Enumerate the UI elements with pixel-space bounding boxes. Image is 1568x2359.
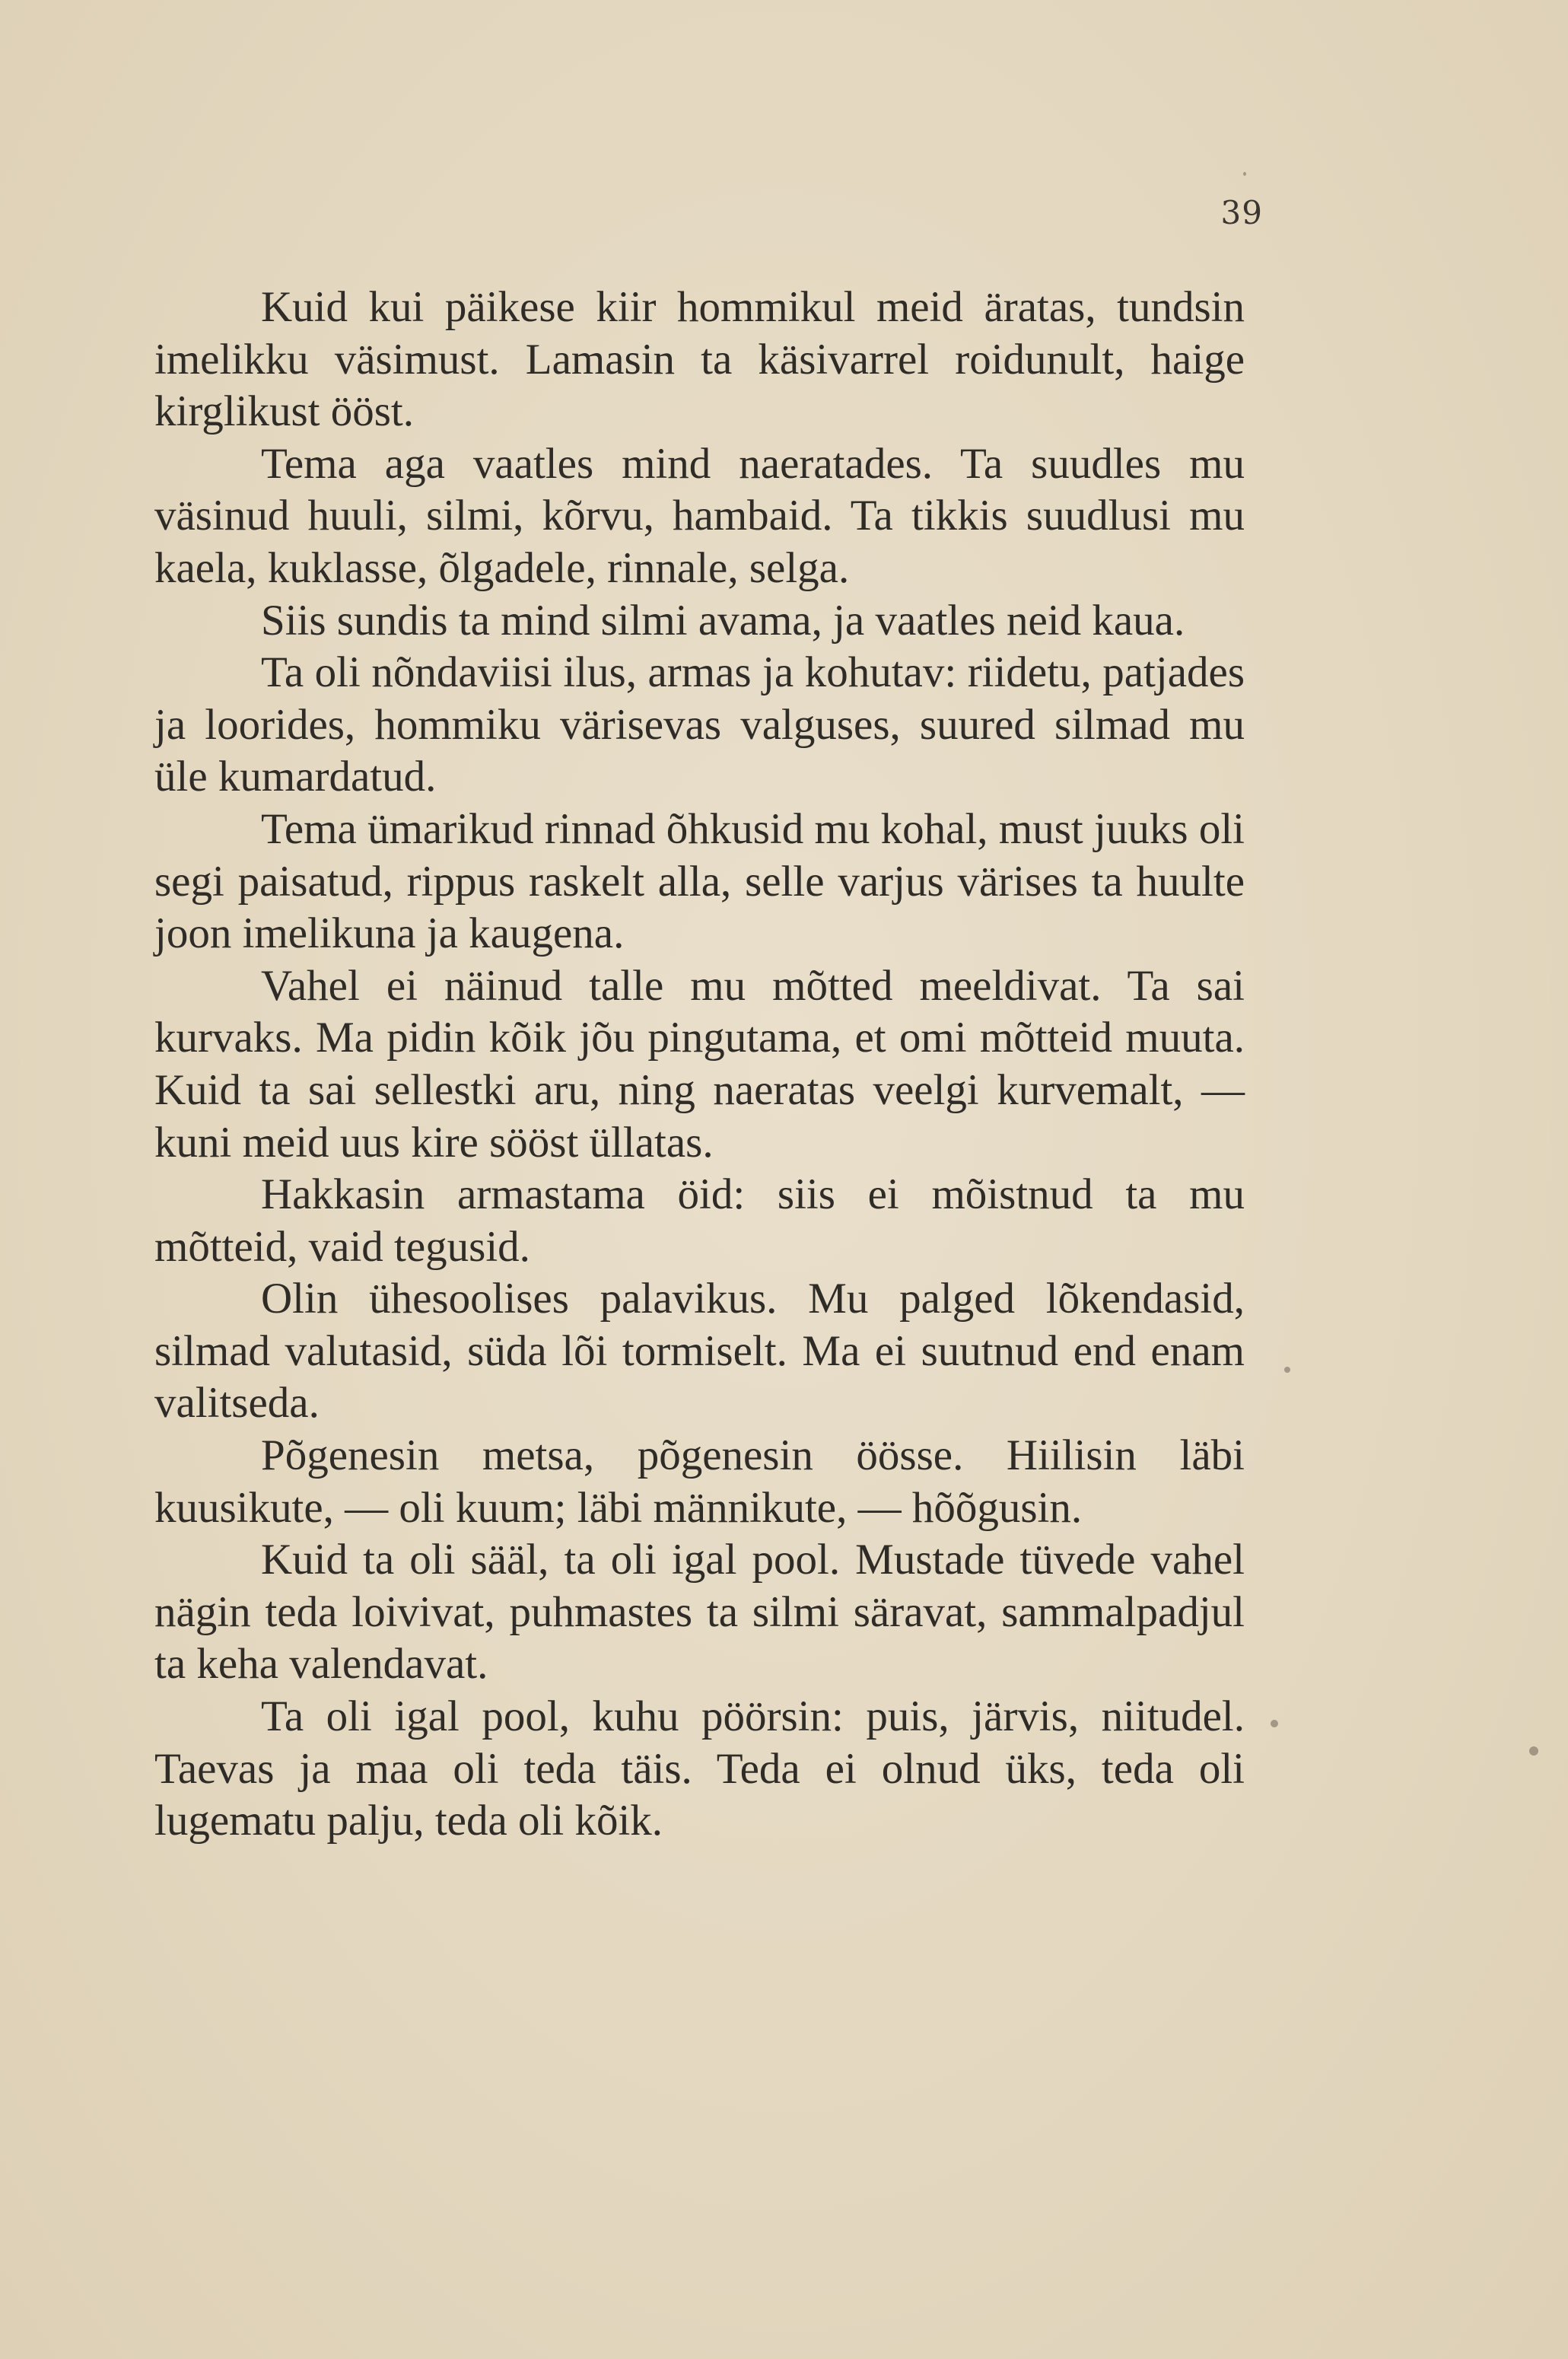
- paper-speck: [1243, 172, 1246, 176]
- paragraph: Siis sundis ta mind silmi avama, ja vaatles neid kaua.: [261, 596, 1185, 645]
- paragraph: Ta oli igal pool, kuhu pöörsin: puis, järvis, niitudel. Taevas ja maa oli teda täis. Teda ei olnud üks, teda oli lugematu palju, teda oli kõik.: [154, 1692, 1245, 1845]
- paragraph: Hakkasin armastama öid: siis ei mõistnud ta mu mõtteid, vaid tegusid.: [154, 1170, 1245, 1271]
- paragraph: Tema ümarikud rinnad õhkusid mu kohal, must juuks oli segi paisatud, rippus raskelt alla, selle varjus värises ta huulte joon imelikuna ja kaugena.: [154, 804, 1245, 958]
- paragraph: Tema aga vaatles mind naeratades. Ta suudles mu väsinud huuli, silmi, kõrvu, hambaid. Ta tikkis suudlusi mu kaela, kuklasse, õlgadele, rinnale, selga.: [154, 439, 1245, 592]
- paragraph: Vahel ei näinud talle mu mõtted meeldivat. Ta sai kurvaks. Ma pidin kõik jõu pingutama, et omi mõtteid muuta. Kuid ta sai sellestki aru, ning naeratas veelgi kurvemalt, — kuni meid uus kire sööst üllatas.: [154, 961, 1245, 1167]
- paper-speck: [1284, 1367, 1290, 1373]
- paragraph: Olin ühesoolises palavikus. Mu palged lõkendasid, silmad valutasid, süda lõi tormiselt. Ma ei suutnud end enam valitseda.: [154, 1275, 1245, 1428]
- paragraph: Kuid ta oli sääl, ta oli igal pool. Mustade tüvede vahel nägin teda loivivat, puhmastes ta silmi säravat, sammalpadjul ta keha valendavat.: [154, 1536, 1245, 1689]
- page-number: 39: [1220, 194, 1263, 231]
- paragraph: Ta oli nõndaviisi ilus, armas ja kohutav: riidetu, patjades ja loorides, hommiku värisevas valguses, suured silmad mu üle kumardatud.: [154, 648, 1245, 801]
- paragraph: Põgenesin metsa, põgenesin öösse. Hiilisin läbi kuusikute, — oli kuum; läbi männikute, — hõõgusin.: [154, 1431, 1245, 1532]
- paragraph: Kuid kui päikese kiir hommikul meid äratas, tundsin imelikku väsimust. Lamasin ta käsivarrel roidunult, haige kirglikust ööst.: [154, 283, 1245, 436]
- paper-speck: [1529, 1746, 1538, 1756]
- paper-speck: [1271, 1720, 1278, 1727]
- body-text: [154, 282, 1245, 1848]
